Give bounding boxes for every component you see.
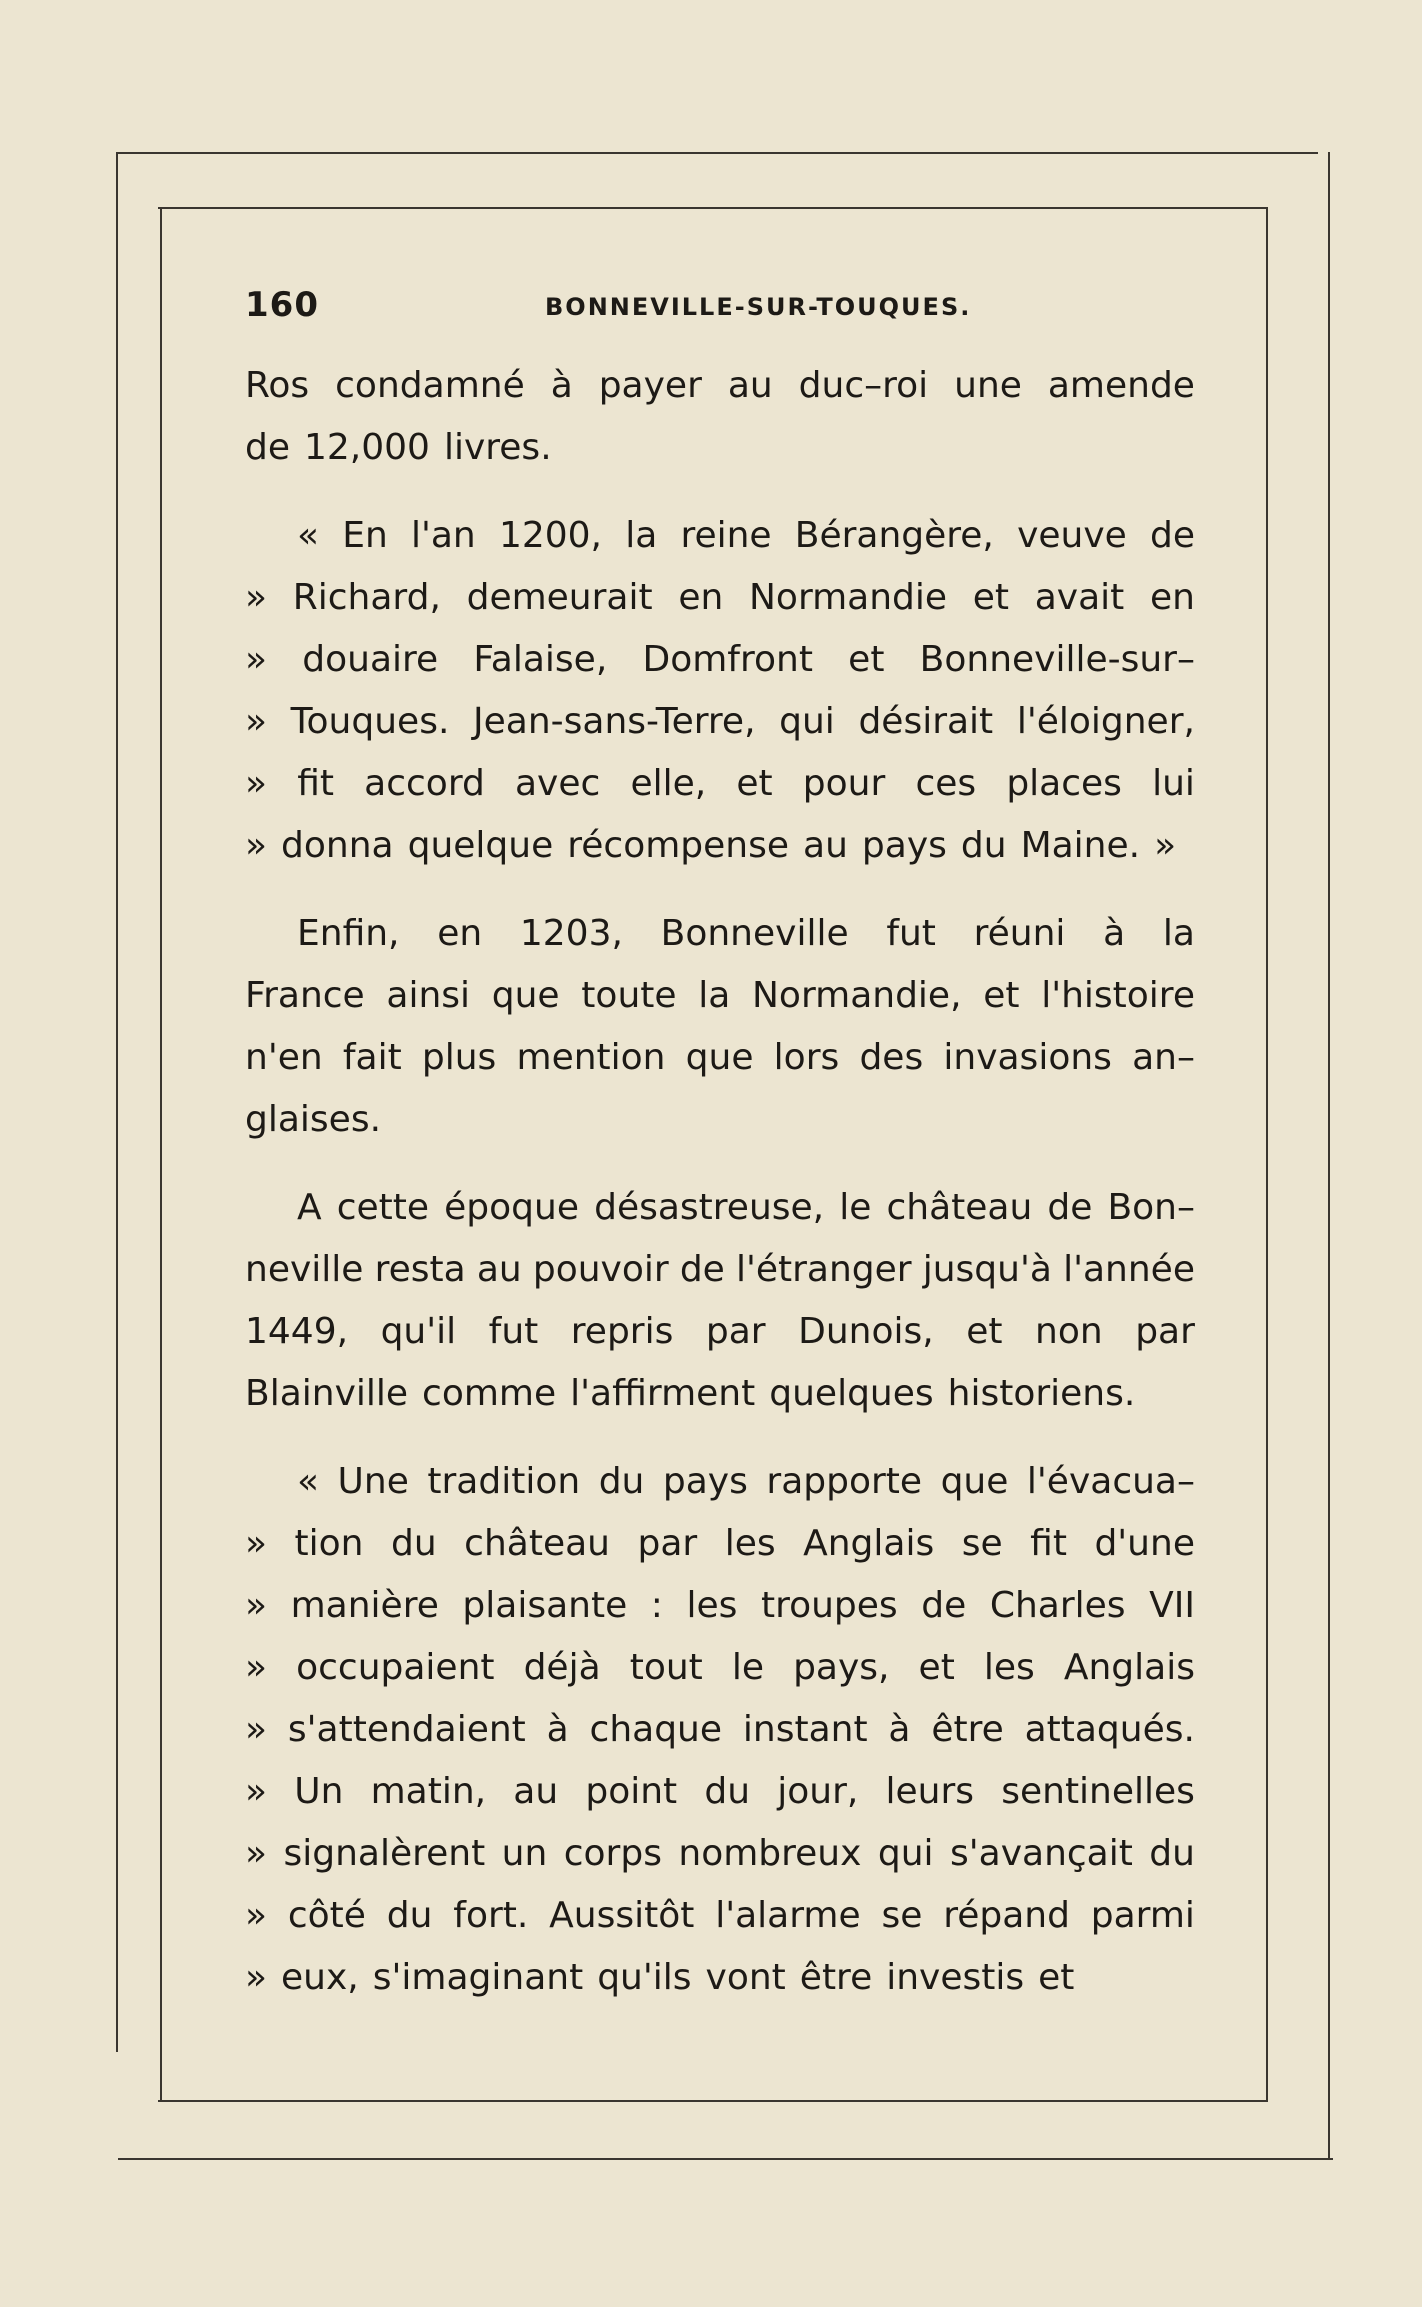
paragraph bbox=[245, 505, 1195, 877]
paragraph bbox=[245, 1451, 1195, 2009]
text-line: » s'attendaient à chaque instant à être attaqués. bbox=[245, 1709, 1195, 1750]
text-line: 1449, qu'il fut repris par Dunois, et non par bbox=[245, 1311, 1195, 1352]
text-line: n'en fait plus mention que lors des invasions an– bbox=[245, 1037, 1195, 1078]
text-line: » manière plaisante : les troupes de Charles VII bbox=[245, 1585, 1195, 1626]
text-line: » Un matin, au point du jour, leurs sentinelles bbox=[245, 1771, 1195, 1812]
border-bottom-outer bbox=[118, 2158, 1333, 2160]
book-page bbox=[245, 285, 1195, 2035]
text-line: neville resta au pouvoir de l'étranger jusqu'à l'année bbox=[245, 1249, 1195, 1290]
border-right-inner bbox=[1266, 207, 1268, 2102]
text-line: glaises. bbox=[245, 1099, 382, 1140]
text-body bbox=[245, 355, 1195, 2009]
border-top-outer bbox=[118, 152, 1318, 154]
text-line: » occupaient déjà tout le pays, et les Anglais bbox=[245, 1647, 1195, 1688]
text-line: » douaire Falaise, Domfront et Bonneville-sur– bbox=[245, 639, 1195, 680]
paragraph bbox=[245, 903, 1195, 1151]
text-line: » signalèrent un corps nombreux qui s'avançait du bbox=[245, 1833, 1195, 1874]
border-left-inner bbox=[160, 207, 162, 2102]
paragraph bbox=[245, 355, 1195, 479]
running-head-title: BONNEVILLE-SUR-TOUQUES. bbox=[545, 293, 972, 321]
border-top-inner bbox=[158, 207, 1268, 209]
text-line: A cette époque désastreuse, le château de Bon– bbox=[297, 1187, 1195, 1228]
text-line: » tion du château par les Anglais se fit d'une bbox=[245, 1523, 1195, 1564]
text-line: Ros condamné à payer au duc–roi une amende bbox=[245, 365, 1195, 406]
running-head bbox=[245, 285, 1195, 325]
text-line: France ainsi que toute la Normandie, et l'histoire bbox=[245, 975, 1195, 1016]
text-line: » Touques. Jean-sans-Terre, qui désirait l'éloigner, bbox=[245, 701, 1195, 742]
text-line: de 12,000 livres. bbox=[245, 427, 552, 468]
text-line: Enfin, en 1203, Bonneville fut réuni à la bbox=[297, 913, 1195, 954]
border-left-outer bbox=[116, 152, 118, 2052]
page-number: 160 bbox=[245, 285, 319, 325]
text-line: « Une tradition du pays rapporte que l'évacua– bbox=[297, 1461, 1195, 1502]
paragraph bbox=[245, 1177, 1195, 1425]
text-line: » fit accord avec elle, et pour ces places lui bbox=[245, 763, 1195, 804]
text-line: » donna quelque récompense au pays du Maine. » bbox=[245, 825, 1177, 866]
border-bottom-inner bbox=[158, 2100, 1268, 2102]
text-line: « En l'an 1200, la reine Bérangère, veuve de bbox=[297, 515, 1195, 556]
text-line: » côté du fort. Aussitôt l'alarme se répand parmi bbox=[245, 1895, 1195, 1936]
text-line: » eux, s'imaginant qu'ils vont être investis et bbox=[245, 1957, 1075, 1998]
border-right-outer bbox=[1328, 152, 1330, 2160]
text-line: Blainville comme l'affirment quelques historiens. bbox=[245, 1373, 1136, 1414]
text-line: » Richard, demeurait en Normandie et avait en bbox=[245, 577, 1195, 618]
